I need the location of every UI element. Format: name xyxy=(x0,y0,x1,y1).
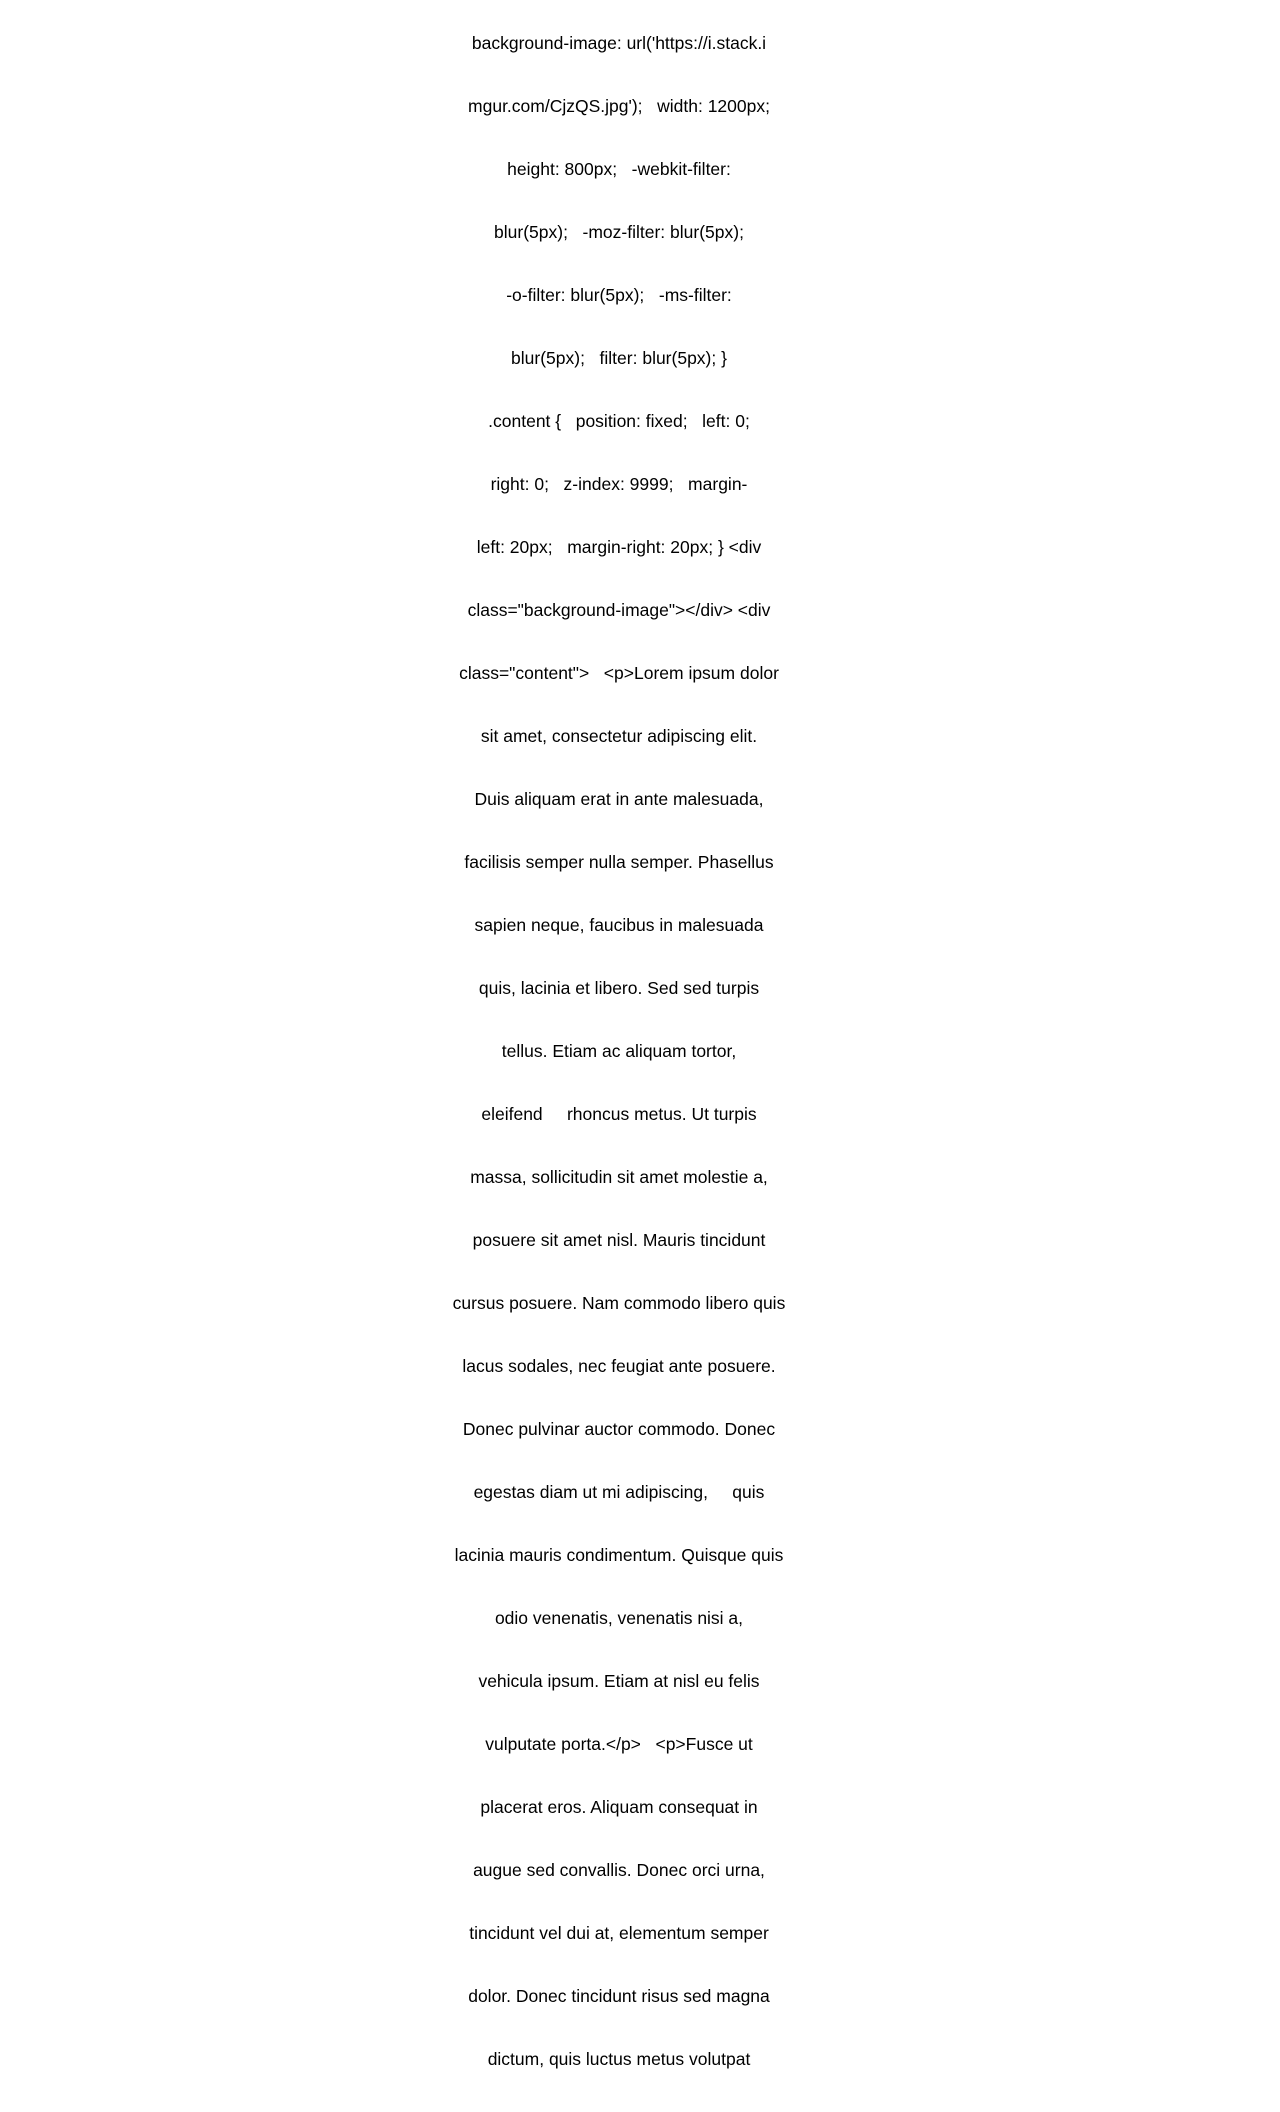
text-line: lacinia mauris condimentum. Quisque quis xyxy=(454,1545,784,1565)
text-line: egestas diam ut mi adipiscing, quis xyxy=(473,1482,765,1502)
text-line: background-image: url('https://i.stack.i xyxy=(471,33,767,53)
text-line: dolor. Donec tincidunt risus sed magna xyxy=(468,1986,770,2006)
text-line: -o-filter: blur(5px); -ms-filter: xyxy=(506,285,732,305)
text-line: sapien neque, faucibus in malesuada xyxy=(474,915,764,935)
text-line: cursus posuere. Nam commodo libero quis xyxy=(452,1293,786,1313)
text-line: lacus sodales, nec feugiat ante posuere. xyxy=(462,1356,776,1376)
text-line: mgur.com/CjzQS.jpg'); width: 1200px; xyxy=(468,96,770,116)
text-line: sit amet, consectetur adipiscing elit. xyxy=(480,726,758,746)
text-line: Duis aliquam erat in ante malesuada, xyxy=(474,789,764,809)
text-line: Donec pulvinar auctor commodo. Donec xyxy=(462,1419,776,1439)
text-line: tincidunt vel dui at, elementum semper xyxy=(469,1923,769,1943)
text-line: odio venenatis, venenatis nisi a, xyxy=(494,1608,744,1628)
text-line: massa, sollicitudin sit amet molestie a, xyxy=(470,1167,768,1187)
text-line: class="background-image"></div> <div xyxy=(467,600,771,620)
text-line: left: 20px; margin-right: 20px; } <div xyxy=(476,537,762,557)
text-line: eleifend rhoncus metus. Ut turpis xyxy=(481,1104,757,1124)
text-line: vehicula ipsum. Etiam at nisl eu felis xyxy=(478,1671,760,1691)
text-line: posuere sit amet nisl. Mauris tincidunt xyxy=(472,1230,766,1250)
text-line: facilisis semper nulla semper. Phasellus xyxy=(464,852,774,872)
text-line: .content { position: fixed; left: 0; xyxy=(488,411,750,431)
text-line: vulputate porta.</p> <p>Fusce ut xyxy=(485,1734,753,1754)
text-line: quis, lacinia et libero. Sed sed turpis xyxy=(478,978,760,998)
text-line: height: 800px; -webkit-filter: xyxy=(507,159,731,179)
text-line: blur(5px); filter: blur(5px); } xyxy=(511,348,727,368)
text-line: class="content"> <p>Lorem ipsum dolor xyxy=(459,663,779,683)
code-text-block xyxy=(440,0,798,2112)
text-line: right: 0; z-index: 9999; margin- xyxy=(490,474,748,494)
text-line: blur(5px); -moz-filter: blur(5px); xyxy=(494,222,744,242)
text-line: tellus. Etiam ac aliquam tortor, xyxy=(501,1041,737,1061)
text-line: placerat eros. Aliquam consequat in xyxy=(480,1797,758,1817)
text-line: augue sed convallis. Donec orci urna, xyxy=(473,1860,765,1880)
text-line: dictum, quis luctus metus volutpat xyxy=(487,2049,751,2069)
